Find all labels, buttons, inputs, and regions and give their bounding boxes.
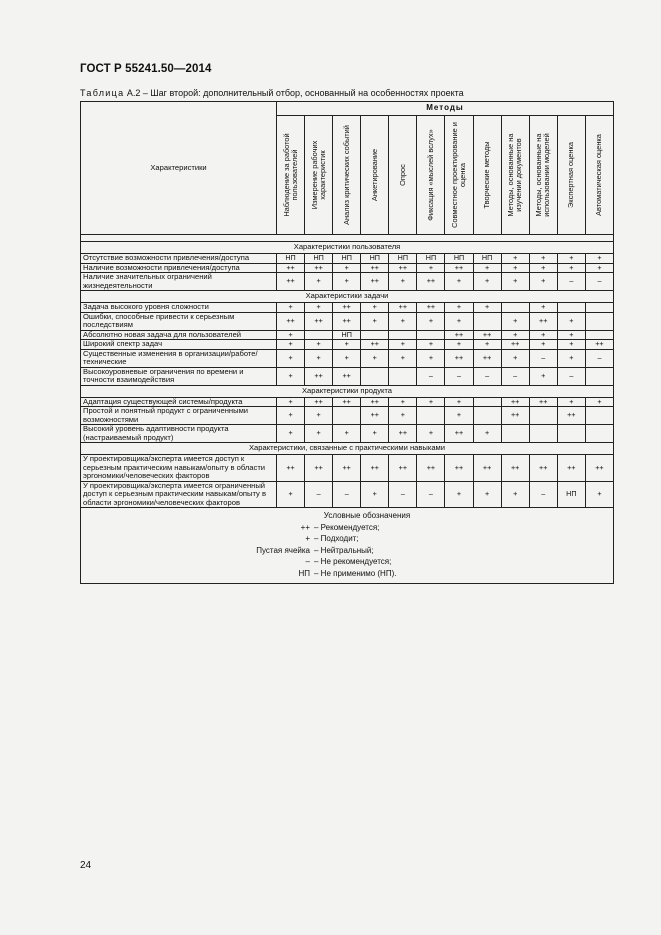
rating-cell: + bbox=[557, 263, 585, 273]
characteristic-label: Наличие возможности привлечения/доступа bbox=[81, 263, 277, 273]
method-name: Опрос bbox=[397, 164, 407, 186]
rating-cell: ++ bbox=[333, 367, 361, 385]
rating-cell bbox=[473, 312, 501, 330]
rating-cell bbox=[585, 425, 613, 443]
characteristic-label: Наличие значительных ограничений жизнедеятельности bbox=[81, 273, 277, 291]
rating-cell: + bbox=[445, 303, 473, 313]
method-name: Экспертная оценка bbox=[566, 142, 576, 208]
rating-cell: + bbox=[277, 397, 305, 407]
method-column-header bbox=[333, 116, 361, 235]
method-column-header bbox=[557, 116, 585, 235]
rating-cell bbox=[585, 303, 613, 313]
rating-cell: + bbox=[445, 340, 473, 350]
method-column-header bbox=[389, 116, 417, 235]
rating-cell bbox=[585, 312, 613, 330]
method-column-header bbox=[305, 116, 333, 235]
rating-cell: + bbox=[417, 312, 445, 330]
rating-cell: + bbox=[473, 425, 501, 443]
rating-cell: + bbox=[473, 340, 501, 350]
rating-cell: + bbox=[389, 340, 417, 350]
rating-cell: + bbox=[277, 481, 305, 508]
rating-cell: + bbox=[333, 425, 361, 443]
method-column-header bbox=[417, 116, 445, 235]
rating-cell: ++ bbox=[277, 263, 305, 273]
rating-cell: ++ bbox=[305, 455, 333, 482]
rating-cell: + bbox=[417, 425, 445, 443]
rating-cell: – bbox=[585, 273, 613, 291]
characteristics-header: Характеристики bbox=[81, 102, 277, 235]
method-name: Фиксация «мыслей вслух» bbox=[425, 129, 435, 221]
rating-cell bbox=[361, 367, 389, 385]
rating-cell: + bbox=[333, 263, 361, 273]
characteristic-label: Абсолютно новая задача для пользователей bbox=[81, 330, 277, 340]
rating-cell bbox=[389, 330, 417, 340]
rating-cell: + bbox=[361, 349, 389, 367]
rating-cell: ++ bbox=[445, 263, 473, 273]
method-name: Творческие методы bbox=[482, 141, 492, 209]
rating-cell bbox=[473, 397, 501, 407]
rating-cell bbox=[389, 367, 417, 385]
rating-cell: ++ bbox=[361, 397, 389, 407]
rating-cell bbox=[417, 407, 445, 425]
characteristic-label: Отсутствие возможности привлечения/доступа bbox=[81, 254, 277, 264]
rating-cell: + bbox=[417, 349, 445, 367]
rating-cell: + bbox=[445, 481, 473, 508]
rating-cell: + bbox=[529, 273, 557, 291]
legend-text: – Не применимо (НП). bbox=[314, 568, 397, 578]
table-row bbox=[81, 455, 614, 482]
rating-cell bbox=[361, 330, 389, 340]
rating-cell: ++ bbox=[585, 340, 613, 350]
rating-cell: НП bbox=[557, 481, 585, 508]
rating-cell bbox=[305, 330, 333, 340]
section-title: Характеристики продукта bbox=[81, 385, 614, 397]
rating-cell: + bbox=[445, 397, 473, 407]
method-name: Наблюдение за работой пользователей bbox=[281, 133, 299, 217]
rating-cell: ++ bbox=[333, 303, 361, 313]
rating-cell: ++ bbox=[501, 397, 529, 407]
rating-cell: – bbox=[417, 481, 445, 508]
rating-cell: ++ bbox=[473, 330, 501, 340]
rating-cell: + bbox=[445, 312, 473, 330]
rating-cell: + bbox=[389, 273, 417, 291]
rating-cell: ++ bbox=[473, 349, 501, 367]
rating-cell: + bbox=[585, 254, 613, 264]
legend-item bbox=[81, 568, 613, 580]
rating-cell: ++ bbox=[417, 303, 445, 313]
rating-cell: – bbox=[389, 481, 417, 508]
method-column-header bbox=[277, 116, 305, 235]
rating-cell: НП bbox=[333, 254, 361, 264]
rating-cell: ++ bbox=[333, 397, 361, 407]
rating-cell: + bbox=[305, 340, 333, 350]
methods-header: Методы bbox=[277, 102, 614, 116]
rating-cell: + bbox=[529, 330, 557, 340]
rating-cell: – bbox=[529, 481, 557, 508]
rating-cell: ++ bbox=[445, 349, 473, 367]
rating-cell: + bbox=[305, 303, 333, 313]
characteristic-label: Ошибки, способные привести к серьезным последствиям bbox=[81, 312, 277, 330]
rating-cell: ++ bbox=[305, 367, 333, 385]
rating-cell: + bbox=[277, 425, 305, 443]
method-column-header bbox=[501, 116, 529, 235]
method-column-header bbox=[445, 116, 473, 235]
rating-cell: – bbox=[473, 367, 501, 385]
table-row bbox=[81, 303, 614, 313]
characteristic-label: Широкий спектр задач bbox=[81, 340, 277, 350]
rating-cell: + bbox=[445, 273, 473, 291]
standard-header: ГОСТ Р 55241.50—2014 bbox=[80, 63, 212, 75]
method-column-header bbox=[361, 116, 389, 235]
rating-cell: ++ bbox=[417, 455, 445, 482]
rating-cell: НП bbox=[389, 254, 417, 264]
legend-item bbox=[81, 533, 613, 545]
caption-label: Таблица bbox=[80, 88, 125, 98]
rating-cell: + bbox=[305, 407, 333, 425]
legend-text: – Рекомендуется; bbox=[314, 522, 380, 532]
legend-symbol: Пустая ячейка bbox=[256, 545, 310, 555]
rating-cell: + bbox=[473, 263, 501, 273]
rating-cell: + bbox=[417, 263, 445, 273]
rating-cell: + bbox=[333, 273, 361, 291]
table-row bbox=[81, 349, 614, 367]
section-title: Характеристики задачи bbox=[81, 291, 614, 303]
rating-cell bbox=[585, 367, 613, 385]
characteristic-label: Высокий уровень адаптивности продукта (настраиваемый продукт) bbox=[81, 425, 277, 443]
rating-cell: ++ bbox=[501, 455, 529, 482]
header-spacer bbox=[81, 235, 614, 242]
section-title: Характеристики, связанные с практическими навыками bbox=[81, 443, 614, 455]
rating-cell: ++ bbox=[361, 273, 389, 291]
rating-cell: + bbox=[361, 312, 389, 330]
rating-cell: НП bbox=[333, 330, 361, 340]
characteristic-label: Задача высокого уровня сложности bbox=[81, 303, 277, 313]
rating-cell: ++ bbox=[277, 273, 305, 291]
rating-cell: + bbox=[557, 312, 585, 330]
rating-cell bbox=[501, 425, 529, 443]
rating-cell: ++ bbox=[333, 455, 361, 482]
rating-cell: + bbox=[445, 407, 473, 425]
rating-cell bbox=[557, 425, 585, 443]
rating-cell: + bbox=[557, 254, 585, 264]
rating-cell: ++ bbox=[445, 455, 473, 482]
rating-cell: + bbox=[501, 263, 529, 273]
rating-cell bbox=[557, 303, 585, 313]
rating-cell bbox=[529, 425, 557, 443]
rating-cell: + bbox=[473, 481, 501, 508]
rating-cell bbox=[585, 330, 613, 340]
legend-item bbox=[81, 556, 613, 568]
rating-cell: ++ bbox=[389, 425, 417, 443]
rating-cell: + bbox=[557, 330, 585, 340]
characteristic-label: Высокоуровневые ограничения по времени и точности взаимодействия bbox=[81, 367, 277, 385]
table-row bbox=[81, 407, 614, 425]
rating-cell: ++ bbox=[361, 455, 389, 482]
rating-cell: + bbox=[529, 367, 557, 385]
rating-cell: ++ bbox=[305, 312, 333, 330]
method-name: Методы, основанные на изучении документов bbox=[506, 133, 524, 217]
characteristic-label: Существенные изменения в организации/работе/технические bbox=[81, 349, 277, 367]
rating-cell: НП bbox=[277, 254, 305, 264]
rating-cell: ++ bbox=[417, 273, 445, 291]
rating-cell: + bbox=[529, 340, 557, 350]
table-row bbox=[81, 254, 614, 264]
rating-cell: ++ bbox=[305, 397, 333, 407]
table-row bbox=[81, 425, 614, 443]
rating-cell: + bbox=[473, 273, 501, 291]
rating-cell: + bbox=[501, 254, 529, 264]
rating-cell: ++ bbox=[529, 397, 557, 407]
method-column-header bbox=[529, 116, 557, 235]
rating-cell: + bbox=[389, 407, 417, 425]
rating-cell: ++ bbox=[529, 455, 557, 482]
rating-cell bbox=[417, 330, 445, 340]
characteristic-label: У проектировщика/эксперта имеется доступ к серьезным практическим навыкам/опыту в области эргономики/человеческих факторов bbox=[81, 455, 277, 482]
legend-title: Условные обозначения bbox=[323, 511, 411, 520]
rating-cell: + bbox=[501, 349, 529, 367]
rating-cell: + bbox=[277, 407, 305, 425]
rating-cell: ++ bbox=[585, 455, 613, 482]
rating-cell: + bbox=[529, 263, 557, 273]
rating-cell: + bbox=[501, 312, 529, 330]
rating-cell: ++ bbox=[389, 263, 417, 273]
rating-cell: + bbox=[277, 367, 305, 385]
rating-cell: – bbox=[501, 367, 529, 385]
rating-cell: ++ bbox=[305, 263, 333, 273]
rating-cell: – bbox=[305, 481, 333, 508]
legend-symbol: + bbox=[305, 534, 310, 543]
rating-cell: + bbox=[277, 349, 305, 367]
method-name: Методы, основанные на использовании моделей bbox=[534, 133, 552, 217]
rating-cell: + bbox=[361, 481, 389, 508]
characteristic-label: Адаптация существующей системы/продукта bbox=[81, 397, 277, 407]
rating-cell: ++ bbox=[277, 312, 305, 330]
rating-cell: + bbox=[305, 349, 333, 367]
rating-cell: + bbox=[557, 349, 585, 367]
rating-cell: ++ bbox=[445, 330, 473, 340]
rating-cell: + bbox=[529, 254, 557, 264]
rating-cell: ++ bbox=[557, 407, 585, 425]
characteristic-label: У проектировщика/эксперта имеется ограниченный доступ к серьезным практическим навыкам/опыту в области эргономики/человеческих факторов bbox=[81, 481, 277, 508]
method-name: Анкетирование bbox=[369, 148, 379, 202]
section-title: Характеристики пользователя bbox=[81, 242, 614, 254]
rating-cell: + bbox=[473, 303, 501, 313]
rating-cell: ++ bbox=[557, 455, 585, 482]
method-name: Совместное проектирование и оценка bbox=[449, 122, 467, 228]
table-row bbox=[81, 273, 614, 291]
legend-item bbox=[81, 545, 613, 557]
method-column-header bbox=[585, 116, 613, 235]
rating-cell: + bbox=[501, 481, 529, 508]
rating-cell: – bbox=[333, 481, 361, 508]
rating-cell: НП bbox=[305, 254, 333, 264]
rating-cell: + bbox=[305, 425, 333, 443]
rating-cell bbox=[529, 407, 557, 425]
rating-cell: + bbox=[277, 340, 305, 350]
rating-cell: ++ bbox=[501, 407, 529, 425]
rating-cell: ++ bbox=[361, 407, 389, 425]
rating-cell: + bbox=[389, 349, 417, 367]
table-row bbox=[81, 481, 614, 508]
rating-cell: + bbox=[557, 340, 585, 350]
table-row bbox=[81, 367, 614, 385]
rating-cell bbox=[585, 407, 613, 425]
method-name: Автоматическая оценка bbox=[594, 134, 604, 216]
rating-cell: + bbox=[277, 330, 305, 340]
rating-cell: + bbox=[277, 303, 305, 313]
rating-cell bbox=[473, 407, 501, 425]
rating-cell: ++ bbox=[333, 312, 361, 330]
rating-cell: + bbox=[389, 397, 417, 407]
legend-symbol: НП bbox=[298, 568, 310, 578]
rating-cell: ++ bbox=[473, 455, 501, 482]
legend-cell bbox=[81, 508, 614, 584]
legend-text: – Нейтральный; bbox=[314, 545, 374, 555]
rating-cell: + bbox=[305, 273, 333, 291]
rating-cell: ++ bbox=[445, 425, 473, 443]
rating-cell: НП bbox=[473, 254, 501, 264]
method-column-header bbox=[473, 116, 501, 235]
legend-symbol: – bbox=[305, 557, 310, 566]
rating-cell: + bbox=[557, 397, 585, 407]
rating-cell: НП bbox=[445, 254, 473, 264]
caption-text: А.2 – Шаг второй: дополнительный отбор, основанный на особенностях проекта bbox=[126, 88, 464, 98]
rating-cell: + bbox=[361, 425, 389, 443]
table-row bbox=[81, 340, 614, 350]
legend-item bbox=[81, 522, 613, 534]
table-row bbox=[81, 312, 614, 330]
rating-cell: – bbox=[557, 273, 585, 291]
rating-cell: + bbox=[585, 397, 613, 407]
rating-cell: ++ bbox=[361, 340, 389, 350]
rating-cell: – bbox=[585, 349, 613, 367]
rating-cell: НП bbox=[361, 254, 389, 264]
rating-cell: ++ bbox=[529, 312, 557, 330]
legend-symbol: ++ bbox=[300, 522, 310, 532]
rating-cell: + bbox=[501, 273, 529, 291]
page-number: 24 bbox=[80, 860, 92, 871]
rating-cell: + bbox=[389, 312, 417, 330]
rating-cell bbox=[333, 407, 361, 425]
rating-cell: – bbox=[417, 367, 445, 385]
rating-cell: + bbox=[501, 330, 529, 340]
rating-cell: НП bbox=[417, 254, 445, 264]
legend-text: – Не рекомендуется; bbox=[314, 557, 392, 566]
characteristic-label: Простой и понятный продукт с ограниченными возможностями bbox=[81, 407, 277, 425]
rating-cell: + bbox=[361, 303, 389, 313]
method-name: Измерение рабочих характеристик bbox=[309, 140, 327, 210]
rating-cell: + bbox=[333, 349, 361, 367]
method-name: Анализ критических событий bbox=[341, 125, 351, 225]
rating-cell: + bbox=[333, 340, 361, 350]
rating-cell: – bbox=[529, 349, 557, 367]
legend bbox=[81, 510, 613, 579]
legend-text: – Подходит; bbox=[314, 534, 359, 543]
rating-cell: – bbox=[557, 367, 585, 385]
rating-cell: + bbox=[417, 397, 445, 407]
rating-cell bbox=[501, 303, 529, 313]
rating-cell: + bbox=[529, 303, 557, 313]
rating-cell: – bbox=[445, 367, 473, 385]
rating-cell: ++ bbox=[361, 263, 389, 273]
rating-cell: ++ bbox=[501, 340, 529, 350]
rating-cell: ++ bbox=[389, 455, 417, 482]
rating-cell: ++ bbox=[389, 303, 417, 313]
methods-table bbox=[80, 101, 614, 584]
rating-cell: ++ bbox=[277, 455, 305, 482]
table-caption bbox=[80, 88, 464, 98]
rating-cell: + bbox=[585, 263, 613, 273]
rating-cell: + bbox=[585, 481, 613, 508]
rating-cell: + bbox=[417, 340, 445, 350]
